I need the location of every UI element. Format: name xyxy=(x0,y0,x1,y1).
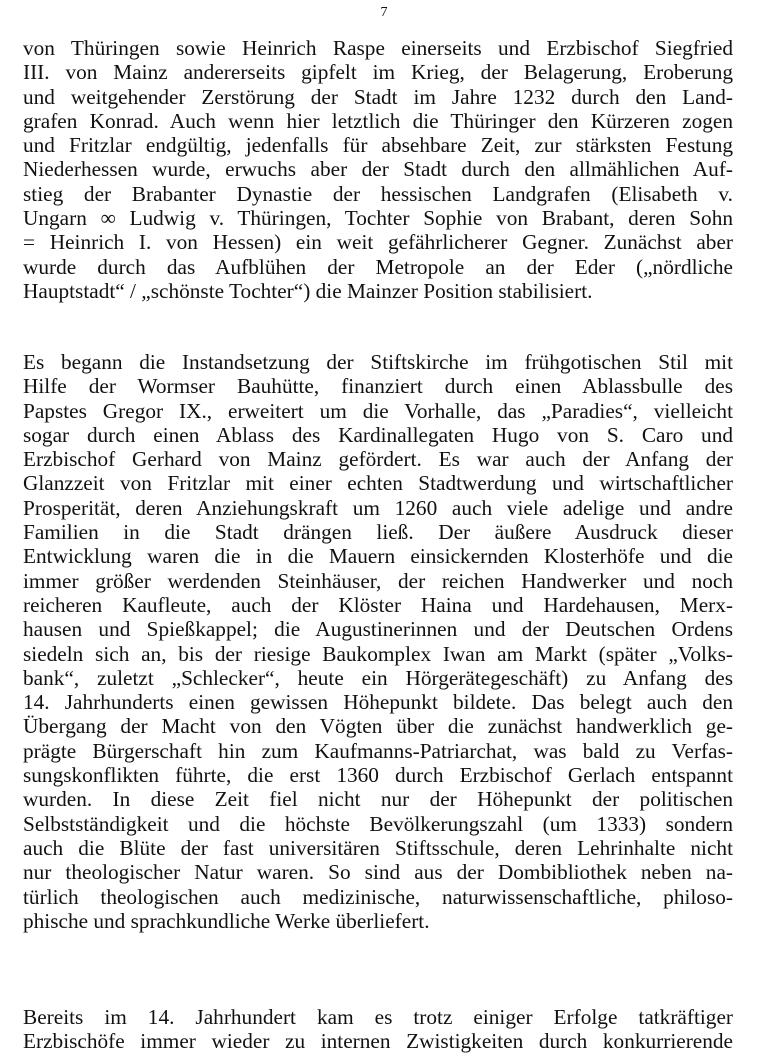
text-line: Hauptstadt“ / „schönste Tochter“) die Mainzer Position stabilisiert. xyxy=(23,278,593,303)
text-line: bank“, zuletzt „Schlecker“, heute ein Hörgerätegeschäft) zu Anfang des xyxy=(23,665,733,690)
text-line: Prosperität, deren Anziehungskraft um 1260 auch viele adelige und andre xyxy=(23,495,733,520)
text-line: Familien in die Stadt drängen ließ. Der äußere Ausdruck dieser xyxy=(23,520,733,545)
text-line: prägte Bürgerschaft hin zum Kaufmanns-Patriarchat, was bald zu Verfas- xyxy=(23,738,733,763)
text-line: Bereits im 14. Jahrhundert kam es trotz einiger Erfolge tatkräftiger xyxy=(23,1005,733,1029)
text-line: sungskonflikten führte, die erst 1360 durch Erzbischof Gerlach entspannt xyxy=(23,763,733,788)
text-line: siedeln sich an, bis der riesige Baukomplex Iwan am Markt (später „Volks- xyxy=(23,641,733,666)
text-line: Niederhessen wurde, erwuchs aber der Stadt durch den allmählichen Auf- xyxy=(23,157,733,182)
text-line: Glanzzeit von Fritzlar mit einer echten Stadtwerdung und wirtschaftlicher xyxy=(23,471,733,496)
text-line: = Heinrich I. von Hessen) ein weit gefährlicherer Gegner. Zunächst aber xyxy=(23,230,733,255)
text-line: sogar durch einen Ablass des Kardinallegaten Hugo von S. Caro und xyxy=(23,422,733,447)
paragraph-2 xyxy=(23,350,733,933)
text-line: phische und sprachkundliche Werke überliefert. xyxy=(23,908,430,933)
text-line: Erzbischöfe immer wieder zu internen Zwistigkeiten durch konkurrierende xyxy=(23,1029,733,1054)
text-line: und weitgehender Zerstörung der Stadt im Jahre 1232 durch den Land- xyxy=(23,84,733,109)
text-line: Hilfe der Wormser Bauhütte, finanziert durch einen Ablassbulle des xyxy=(23,374,733,399)
text-line: III. von Mainz andererseits gipfelt im Krieg, der Belagerung, Eroberung xyxy=(23,60,733,85)
text-line: grafen Konrad. Auch wenn hier letztlich die Thüringer den Kürzeren zogen xyxy=(23,108,733,133)
text-line: 14. Jahrhunderts einen gewissen Höhepunkt bildete. Das belegt auch den xyxy=(23,690,733,715)
text-line: Es begann die Instandsetzung der Stiftskirche im frühgotischen Stil mit xyxy=(23,350,733,374)
text-line: Selbstständigkeit und die höchste Bevölkerungszahl (um 1333) sondern xyxy=(23,811,733,836)
text-line: und Fritzlar endgültig, jedenfalls für absehbare Zeit, zur stärksten Festung xyxy=(23,133,733,158)
text-line: wurden. In diese Zeit fiel nicht nur der Höhepunkt der politischen xyxy=(23,787,733,812)
text-line: Papstes Gregor IX., erweitert um die Vorhalle, das „Paradies“, vielleicht xyxy=(23,398,733,423)
text-line: reicheren Kaufleute, auch der Klöster Haina und Hardehausen, Merx- xyxy=(23,592,733,617)
text-line: türlich theologischen auch medizinische, naturwissenschaftliche, philoso- xyxy=(23,884,733,909)
paragraph-1 xyxy=(23,36,733,303)
text-line: hausen und Spießkappel; die Augustinerinnen und der Deutschen Ordens xyxy=(23,617,733,642)
text-line: von Thüringen sowie Heinrich Raspe einerseits und Erzbischof Siegfried xyxy=(23,36,733,60)
paragraph-3 xyxy=(23,1005,733,1054)
text-line: Erzbischof Gerhard von Mainz gefördert. Es war auch der Anfang der xyxy=(23,447,733,472)
text-line: stieg der Brabanter Dynastie der hessischen Landgrafen (Elisabeth v. xyxy=(23,181,733,206)
text-line: auch die Blüte der fast universitären Stiftsschule, deren Lehrinhalte nicht xyxy=(23,835,733,860)
text-line: Ungarn ∞ Ludwig v. Thüringen, Tochter Sophie von Brabant, deren Sohn xyxy=(23,206,733,231)
text-line: nur theologischer Natur waren. So sind aus der Dombibliothek neben na- xyxy=(23,860,733,885)
text-line: Entwicklung waren die in die Mauern einsickernden Klosterhöfe und die xyxy=(23,544,733,569)
text-line: immer größer werdenden Steinhäuser, der reichen Handwerker und noch xyxy=(23,568,733,593)
text-line: Übergang der Macht von den Vögten über die zunächst handwerklich ge- xyxy=(23,714,733,739)
text-line: wurde durch das Aufblühen der Metropole an der Eder („nördliche xyxy=(23,254,733,279)
page-number: 7 xyxy=(380,5,388,20)
